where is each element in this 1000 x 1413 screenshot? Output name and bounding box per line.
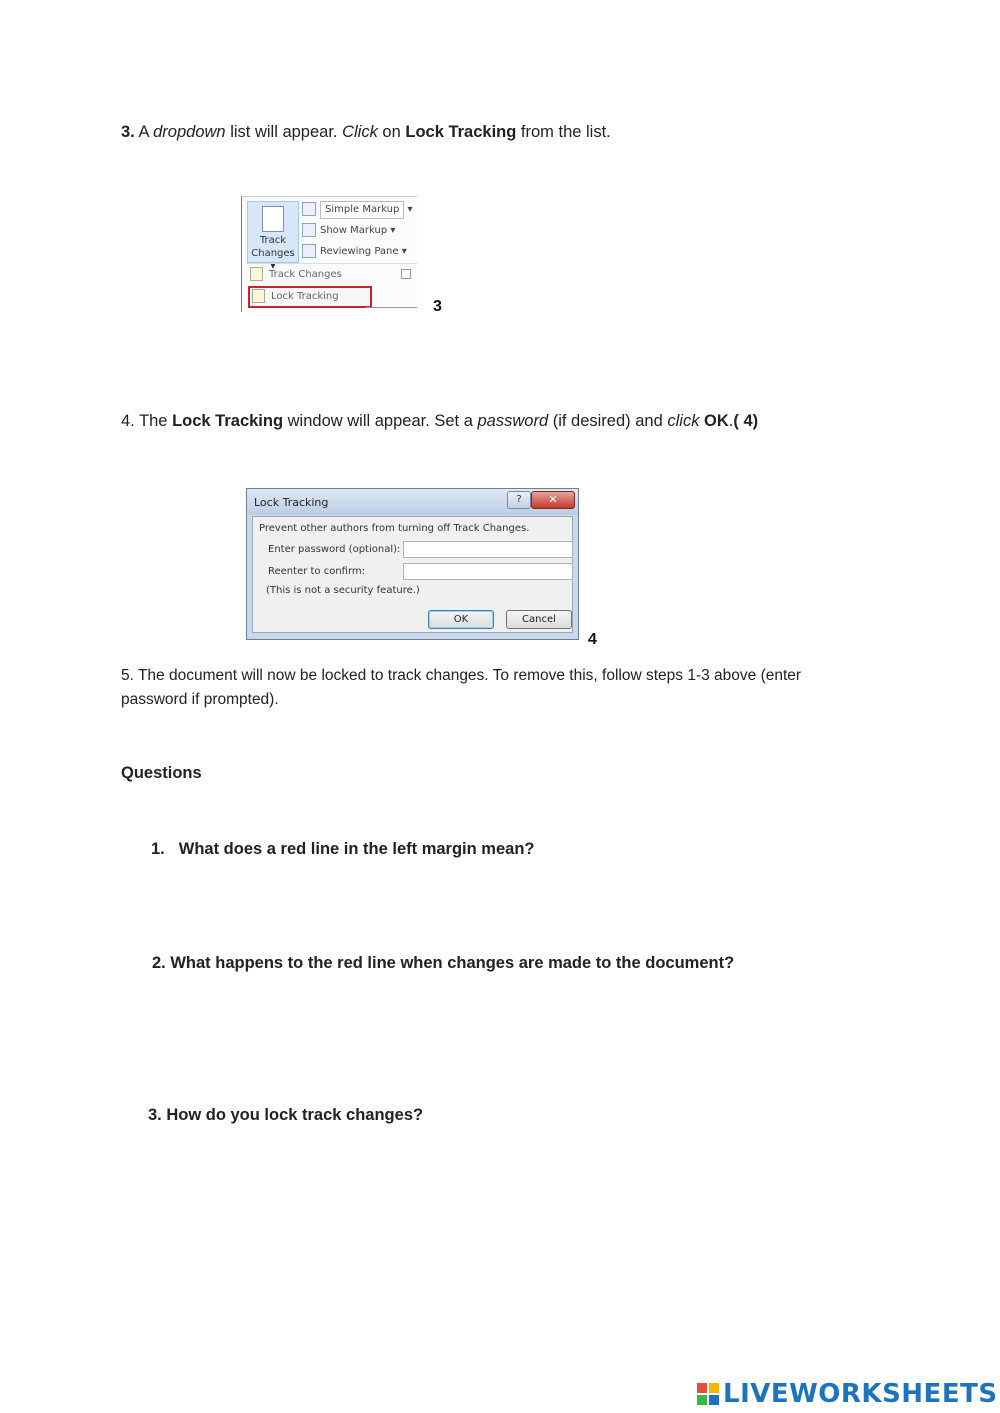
step-3-instruction: 3. A dropdown list will appear. Click on Lock Tracking from the list. <box>121 123 611 141</box>
prevent-text: Prevent other authors from turning off Track Changes. <box>259 523 530 534</box>
help-button[interactable]: ? <box>507 491 531 509</box>
reenter-password-input[interactable] <box>403 563 573 580</box>
logo-icon <box>697 1383 719 1405</box>
dialog-launcher-icon[interactable] <box>401 269 411 279</box>
step-5-line-2: password if prompted). <box>121 691 279 708</box>
track-changes-button[interactable] <box>247 201 299 272</box>
questions-heading: Questions <box>121 764 202 782</box>
question-1: 1. What does a red line in the left margin mean? <box>151 840 535 858</box>
show-markup-button[interactable]: Show Markup ▾ <box>302 222 395 240</box>
step-4-instruction: 4. The Lock Tracking window will appear. Set a password (if desired) and click OK.( 4) <box>121 412 759 430</box>
reenter-label: Reenter to confirm: <box>268 566 366 577</box>
enter-password-label: Enter password (optional): <box>268 544 401 555</box>
step-5-line-1: 5. The document will now be locked to track changes. To remove this, follow steps 1-3 above (enter <box>121 667 802 684</box>
close-button[interactable]: ✕ <box>531 491 575 509</box>
figure-3-label: 3 <box>433 298 442 315</box>
track-changes-label-2: Changes ▾ <box>251 248 295 272</box>
ok-button[interactable]: OK <box>428 610 494 629</box>
lock-tracking-dialog <box>246 488 579 640</box>
menu-item-track-changes[interactable]: Track Changes <box>250 266 342 284</box>
liveworksheets-logo <box>697 1378 998 1410</box>
question-3: 3. How do you lock track changes? <box>148 1106 424 1124</box>
question-2: 2. What happens to the red line when changes are made to the document? <box>152 954 735 972</box>
menu-item-lock-tracking[interactable]: Lock Tracking <box>248 286 372 308</box>
document-pen-icon <box>262 206 284 232</box>
step-5-instruction <box>121 664 801 712</box>
security-note: (This is not a security feature.) <box>266 585 420 596</box>
track-changes-label-1: Track <box>259 235 287 246</box>
figure-4-label: 4 <box>588 631 597 648</box>
password-input[interactable] <box>403 541 573 558</box>
dialog-title: Lock Tracking <box>254 496 329 509</box>
logo-text: LIVEWORKSHEETS <box>723 1379 998 1409</box>
reviewing-pane-button[interactable]: Reviewing Pane ▾ <box>302 243 407 261</box>
markup-icon <box>302 202 316 216</box>
dialog-titlebar <box>247 489 578 515</box>
reviewing-pane-icon <box>302 244 316 258</box>
show-markup-icon <box>302 223 316 237</box>
cancel-button[interactable]: Cancel <box>506 610 572 629</box>
ribbon-screenshot <box>241 196 417 312</box>
lock-tracking-icon <box>252 289 265 303</box>
track-changes-icon <box>250 267 263 281</box>
simple-markup-dropdown[interactable]: Simple Markup ▾ <box>302 201 413 219</box>
